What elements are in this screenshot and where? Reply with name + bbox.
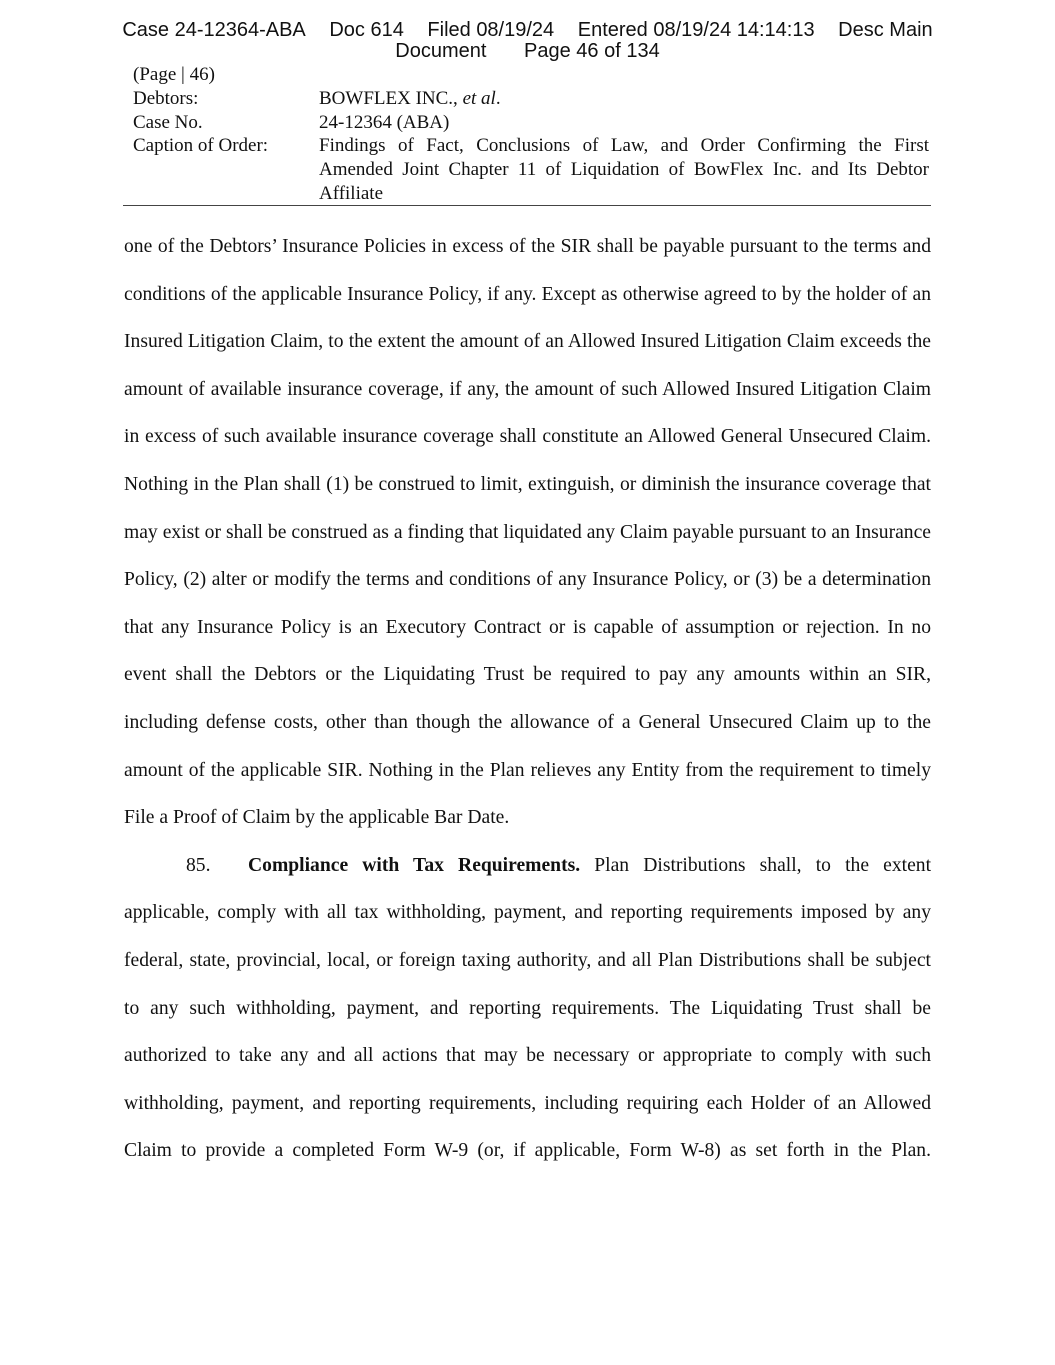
paragraph-continued: one of the Debtors’ Insurance Policies in excess of the SIR shall be payable pursuant to the terms and conditions of the applicable Insurance Policy, if any. Except as otherwise agreed to by the holder of an Insured Litigation Claim, to the extent the amount of an Allowed Insured Litigation Claim exceeds the amount of available insurance coverage, if any, the amount of such Allowed Insured Litigation Claim in excess of such available insurance coverage shall constitute an Allowed General Unsecured Claim. Nothing in the Plan shall (1) be construed to limit, extinguish, or diminish the insurance coverage that may exist or shall be construed as a finding that liquidated any Claim payable pursuant to an Insurance Policy, (2) alter or modify the terms and conditions of any Insurance Policy, or (3) be a determination that any Insurance Policy is an Executory Contract or is capable of assumption or rejection. In no event shall the Debtors or the Liquidating Trust be required to pay any amounts within an SIR, including defense costs, other than though the allowance of a General Unsecured Claim up to the amount of the applicable SIR. Nothing in the Plan relieves any Entity from the requirement to timely File a Proof of Claim by the applicable Bar Date.	[124, 236, 931, 829]
caption-page-ref: (Page | 46)	[133, 64, 215, 85]
paragraph-heading: Compliance with Tax Requirements.	[248, 854, 581, 876]
order-caption	[133, 63, 929, 206]
desc-stamp: Desc Main	[838, 19, 933, 41]
paragraph-85	[124, 842, 931, 1175]
caption-case-row	[133, 111, 929, 135]
debtors-value	[319, 87, 929, 111]
debtors-name: BOWFLEX INC.,	[319, 87, 458, 109]
filed-date-stamp: Filed 08/19/24	[427, 19, 555, 41]
paragraph-85-text: Plan Distributions shall, to the extent applicable, comply with all tax withholding, payment, and reporting requirements imposed by any federal, state, provincial, local, or foreign taxing authority, and all Plan Distributions shall be subject to any such withholding, payment, and reporting requirements. The Liquidating Trust shall be authorized to take any and all actions that may be necessary or appropriate to comply with such withholding, payment, and reporting requirements, including requiring each Holder of an Allowed Claim to provide a completed Form W-9 (or, if applicable, Form W-8) as set forth in the Plan.	[124, 854, 932, 1162]
order-value: Findings of Fact, Conclusions of Law, and Order Confirming the First Amended Joint Chapter 11 of Liquidation of BowFlex Inc. and Its Debtor Affiliate	[319, 135, 929, 204]
filing-banner-line-2	[0, 41, 1055, 62]
debtors-label: Debtors:	[133, 87, 199, 109]
document-stamp: Document	[395, 40, 487, 62]
caption-divider	[123, 205, 931, 206]
case-number-stamp: Case 24-12364-ABA	[122, 19, 306, 41]
debtors-et-al: et al	[462, 87, 496, 109]
caption-order-row	[133, 134, 929, 205]
filing-banner-line-1	[0, 20, 1055, 41]
caption-debtors-row	[133, 87, 929, 111]
debtors-period: .	[495, 87, 501, 109]
filing-banner	[0, 20, 1055, 62]
case-label: Case No.	[133, 111, 203, 133]
page-count-stamp: Page 46 of 134	[524, 40, 660, 62]
caption-page-ref-row	[133, 63, 929, 87]
document-body	[124, 223, 931, 1175]
paragraph-number: 85.	[186, 854, 211, 876]
case-value: 24-12364 (ABA)	[319, 111, 450, 133]
entered-date-stamp: Entered 08/19/24 14:14:13	[577, 19, 815, 41]
doc-number-stamp: Doc 614	[329, 19, 404, 41]
order-label: Caption of Order:	[133, 135, 269, 157]
